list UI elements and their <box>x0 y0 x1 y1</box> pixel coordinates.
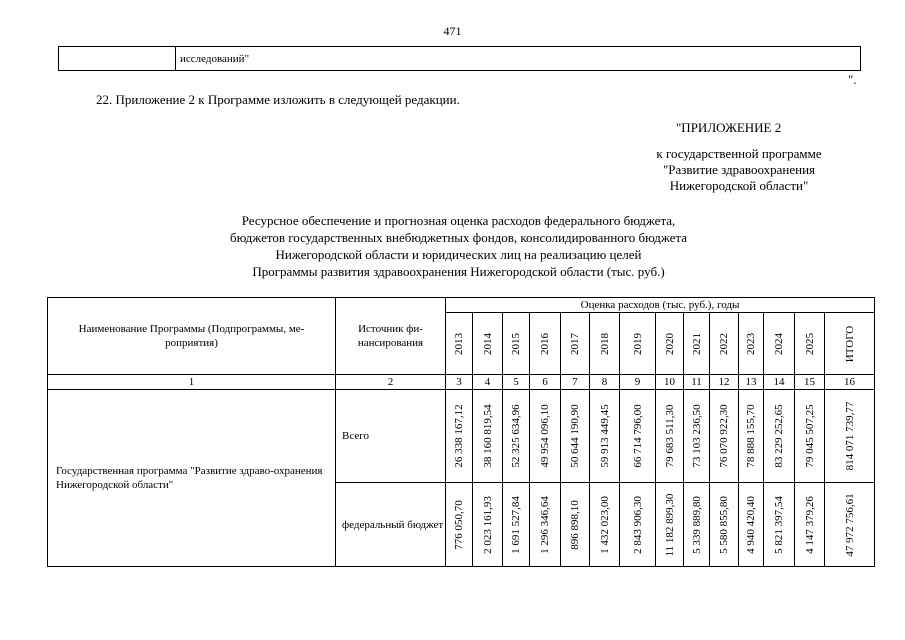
column-number-cell: 6 <box>530 375 561 390</box>
value-text: 38 160 819,54 <box>481 404 494 468</box>
column-number-cell: 12 <box>710 375 739 390</box>
value-cell <box>503 483 530 567</box>
year-header-cell <box>590 313 620 375</box>
value-cell <box>710 390 739 483</box>
year-header-cell <box>561 313 590 375</box>
source-cell: Всего <box>336 390 446 483</box>
value-cell <box>684 483 710 567</box>
value-text: 5 580 855,80 <box>718 495 730 554</box>
value-cell <box>710 483 739 567</box>
value-cell <box>684 390 710 483</box>
year-label: ИТОГО <box>843 325 856 362</box>
value-cell <box>530 390 561 483</box>
value-text: 52 325 634,96 <box>510 404 522 468</box>
value-text: 47 972 756,61 <box>843 492 856 557</box>
value-text: 50 644 190,90 <box>569 404 581 468</box>
column-number-cell: 14 <box>764 375 795 390</box>
column-number-cell: 1 <box>48 375 336 390</box>
value-cell <box>795 483 825 567</box>
appendix-title: "ПРИЛОЖЕНИЕ 2 <box>676 120 782 135</box>
column-number-row <box>48 375 875 390</box>
column-number-cell: 7 <box>561 375 590 390</box>
value-text: 776 050,70 <box>453 499 465 550</box>
column-number-cell: 2 <box>336 375 446 390</box>
value-text: 79 045 507,25 <box>803 404 816 468</box>
column-number-cell: 13 <box>739 375 764 390</box>
budget-table <box>47 297 875 567</box>
value-text: 66 714 796,00 <box>631 404 644 468</box>
value-cell <box>656 390 684 483</box>
column-number-cell: 4 <box>473 375 503 390</box>
value-cell <box>590 483 620 567</box>
column-number-cell: 16 <box>825 375 875 390</box>
year-label: 2025 <box>803 332 816 355</box>
year-label: 2023 <box>745 332 757 355</box>
year-label: 2017 <box>569 332 581 355</box>
value-text: 78 888 155,70 <box>745 404 757 468</box>
year-label: 2022 <box>718 332 730 355</box>
header-estimate: Оценка расходов (тыс. руб.), годы <box>446 298 875 313</box>
year-header-cell <box>503 313 530 375</box>
value-text: 26 338 167,12 <box>453 404 465 468</box>
value-cell <box>764 390 795 483</box>
header-source: Источник фи-нансирования <box>336 298 446 375</box>
value-text: 5 821 397,54 <box>773 495 785 554</box>
value-cell <box>739 483 764 567</box>
page-number: 471 <box>443 24 462 38</box>
previous-table-cell: исследований" <box>180 53 250 65</box>
column-number-cell: 9 <box>620 375 656 390</box>
value-text: 814 071 739,77 <box>843 401 856 471</box>
column-number-cell: 15 <box>795 375 825 390</box>
value-text: 73 103 236,50 <box>690 404 703 468</box>
appendix-subtitle-line: Нижегородской области" <box>669 178 809 193</box>
value-text: 11 182 899,30 <box>663 493 676 556</box>
year-header-cell <box>473 313 503 375</box>
year-header-cell <box>530 313 561 375</box>
value-text: 5 339 889,80 <box>690 495 703 554</box>
title-line: Нижегородской области и юридических лиц на реализацию целей <box>275 247 642 262</box>
year-header-cell <box>795 313 825 375</box>
year-label: 2014 <box>481 332 494 355</box>
instruction-paragraph: 22. Приложение 2 к Программе изложить в следующей редакции. <box>96 92 460 107</box>
year-header-cell <box>825 313 875 375</box>
value-text: 1 432 023,00 <box>598 495 611 554</box>
value-cell <box>795 390 825 483</box>
appendix-subtitle-line: к государственной программе <box>656 146 822 161</box>
year-label: 2016 <box>539 332 551 355</box>
value-text: 1 296 346,64 <box>539 495 551 554</box>
column-number-cell: 11 <box>684 375 710 390</box>
value-text: 1 691 527,84 <box>510 495 522 554</box>
closing-quote: ". <box>848 72 857 87</box>
column-number-cell: 8 <box>590 375 620 390</box>
value-text: 2 023 161,93 <box>481 495 494 554</box>
year-header-cell <box>620 313 656 375</box>
year-label: 2018 <box>598 332 611 355</box>
value-cell <box>446 390 473 483</box>
year-header-cell <box>764 313 795 375</box>
value-cell <box>530 483 561 567</box>
title-line: Программы развития здравоохранения Нижегородской области (тыс. руб.) <box>252 264 665 279</box>
column-number-cell: 10 <box>656 375 684 390</box>
value-cell <box>739 390 764 483</box>
table-row <box>48 390 875 483</box>
value-text: 4 940 420,40 <box>745 495 757 554</box>
value-cell <box>825 483 875 567</box>
appendix-subtitle <box>630 146 848 194</box>
value-cell <box>656 483 684 567</box>
previous-table-fragment <box>58 46 861 71</box>
header-program-name: Наименование Программы (Подпрограммы, ме-роприятия) <box>48 298 336 375</box>
value-cell <box>590 390 620 483</box>
source-cell: федеральный бюджет <box>336 483 446 567</box>
year-label: 2013 <box>453 332 465 355</box>
value-cell <box>473 483 503 567</box>
value-text: 4 147 379,26 <box>803 495 816 554</box>
document-title <box>150 212 767 280</box>
title-line: бюджетов государственных внебюджетных фондов, консолидированного бюджета <box>229 230 688 245</box>
year-label: 2020 <box>663 332 676 355</box>
value-cell <box>620 483 656 567</box>
year-header-cell <box>446 313 473 375</box>
year-header-cell <box>656 313 684 375</box>
program-name-cell: Государственная программа "Развитие здраво-охранения Нижегородской области" <box>48 390 336 567</box>
year-label: 2021 <box>690 332 703 355</box>
column-number-cell: 3 <box>446 375 473 390</box>
year-header-cell <box>710 313 739 375</box>
value-cell <box>561 390 590 483</box>
value-text: 49 954 096,10 <box>539 404 551 468</box>
appendix-subtitle-line: "Развитие здравоохранения <box>662 162 816 177</box>
value-cell <box>620 390 656 483</box>
year-label: 2019 <box>631 332 644 355</box>
value-text: 2 843 906,30 <box>631 495 644 554</box>
value-cell <box>825 390 875 483</box>
value-text: 896 898,10 <box>569 499 581 550</box>
value-cell <box>446 483 473 567</box>
year-header-cell <box>684 313 710 375</box>
column-number-cell: 5 <box>503 375 530 390</box>
table-divider <box>175 47 176 70</box>
value-text: 76 070 922,30 <box>718 404 730 468</box>
title-line: Ресурсное обеспечение и прогнозная оценка расходов федерального бюджета, <box>241 213 676 228</box>
value-cell <box>561 483 590 567</box>
year-header-cell <box>739 313 764 375</box>
value-text: 59 913 449,45 <box>598 404 611 468</box>
value-text: 79 683 511,30 <box>663 404 676 468</box>
value-cell <box>473 390 503 483</box>
value-cell <box>503 390 530 483</box>
value-cell <box>764 483 795 567</box>
value-text: 83 229 252,65 <box>773 404 785 468</box>
year-label: 2024 <box>773 332 785 355</box>
year-label: 2015 <box>510 332 522 355</box>
